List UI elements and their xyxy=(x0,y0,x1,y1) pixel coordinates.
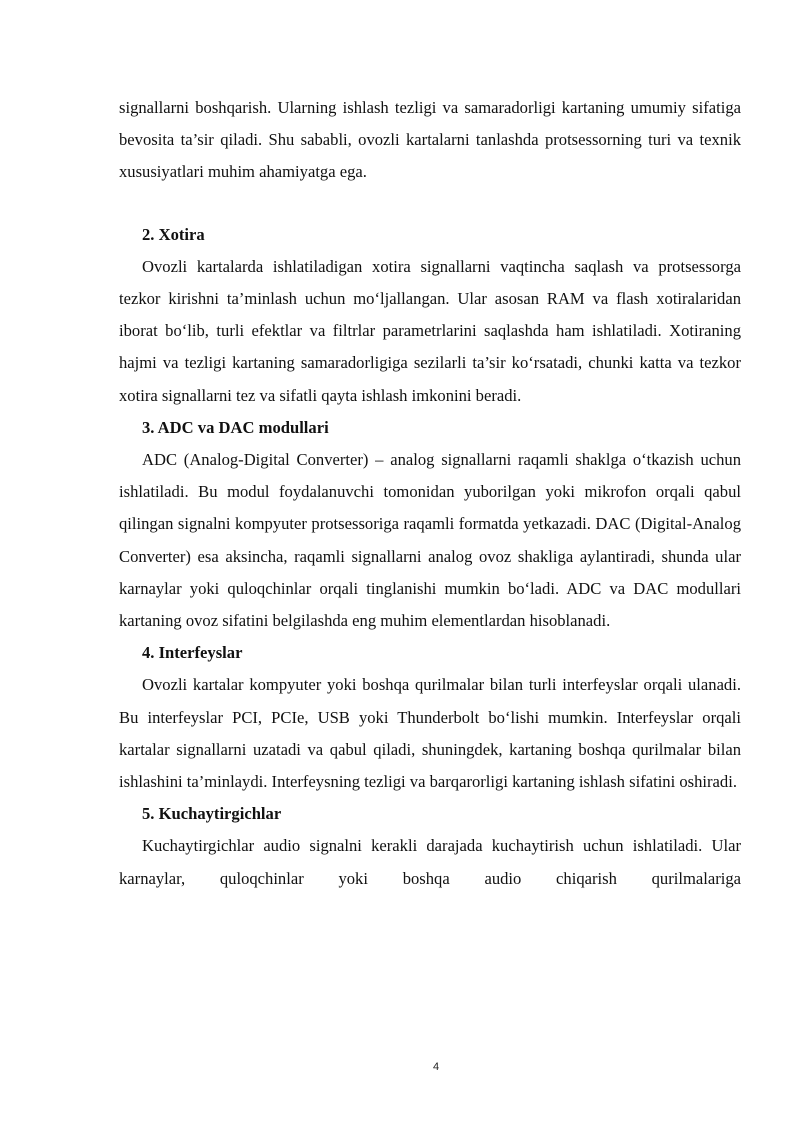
section-heading-xotira: 2. Xotira xyxy=(142,224,205,244)
page-body xyxy=(119,92,741,895)
paragraph-gap xyxy=(119,189,741,219)
section-text-xotira: Ovozli kartalarda ishlatiladigan xotira signallarni vaqtincha saqlash va protsessorga tezkor kirishni ta’minlash uchun mo‘ljallangan. Ular asosan RAM va flash xotiralaridan iborat bo‘lib, turli efektlar va filtrlar parametrlarini saqlashda ham ishlatiladi. Xotiraning hajmi va tezligi kartaning samaradorligiga sezilarli ta’sir ko‘rsatadi, chunki katta va tezkor xotira signallarni tez va sifatli qayta ishlash imkonini beradi. xyxy=(119,256,741,405)
page-number: 4 xyxy=(432,1061,440,1073)
section-heading-adc-dac: 3. ADC va DAC modullari xyxy=(142,417,329,437)
section-heading-kuchaytirgichlar: 5. Kuchaytirgichlar xyxy=(142,804,282,824)
intro-paragraph: signallarni boshqarish. Ularning ishlash tezligi va samaradorligi kartaning umumiy sifatiga bevosita ta’sir qiladi. Shu sababli, ovozli kartalarni tanlashda protsessorning turi va texnik xususiyatlari muhim ahamiyatga ega. xyxy=(119,98,741,182)
section-text-kuchaytirgichlar: Kuchaytirgichlar audio signalni kerakli darajada kuchaytirish uchun ishlatiladi. Ular karnaylar, quloqchinlar yoki boshqa audio chiqarish qurilmalariga xyxy=(119,836,741,888)
section-text-interfeyslar: Ovozli kartalar kompyuter yoki boshqa qurilmalar bilan turli interfeyslar orqali ulanadi. Bu interfeyslar PCI, PCIe, USB yoki Thunderbolt bo‘lishi mumkin. Interfeyslar orqali kartalar signallarni uzatadi va qabul qiladi, shuningdek, kartaning boshqa qurilmalar bilan ishlashini ta’minlaydi. Interfeysning tezligi va barqarorligi kartaning ishlash sifatini oshiradi. xyxy=(119,675,741,792)
section-heading-interfeyslar: 4. Interfeyslar xyxy=(142,643,243,663)
section-text-adc-dac: ADC (Analog-Digital Converter) – analog signallarni raqamli shaklga o‘tkazish uchun ishlatiladi. Bu modul foydalanuvchi tomonidan yuborilgan yoki mikrofon orqali qabul qilingan signalni kompyuter protsessoriga raqamli formatda yetkazadi. DAC (Digital-Analog Converter) esa aksincha, raqamli signallarni analog ovoz shakliga aylantiradi, shunda ular karnaylar yoki quloqchinlar orqali tinglanishi mumkin bo‘ladi. ADC va DAC modullari kartaning ovoz sifatini belgilashda eng muhim elementlardan hisoblanadi. xyxy=(119,450,741,631)
